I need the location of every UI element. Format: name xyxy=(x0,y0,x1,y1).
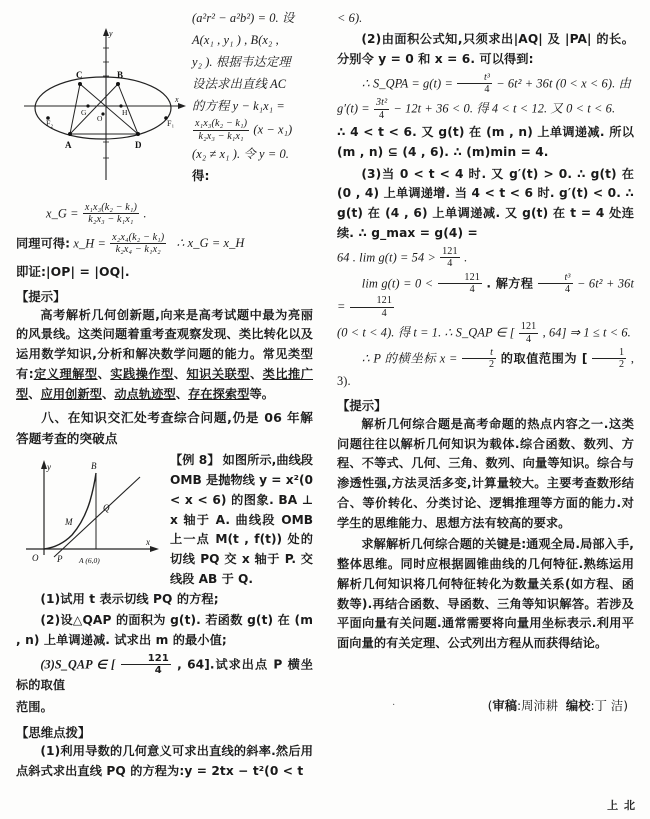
credit-close-paren: ) xyxy=(623,698,628,713)
deriv-prefix: g′(t) = xyxy=(337,101,370,116)
deriv-numerator: 3t² xyxy=(375,97,388,109)
xh-fraction xyxy=(110,232,166,256)
example-tag: 【例 8】 xyxy=(170,453,220,468)
xg-formula xyxy=(46,202,313,226)
final-left-denominator: 2 xyxy=(462,358,496,370)
formula-get-label: 得: xyxy=(192,168,210,184)
editor-label: 编校 xyxy=(565,698,591,713)
equation-left-fraction xyxy=(538,272,573,296)
svg-text:C: C xyxy=(76,70,83,80)
formula-line-6: (x₂ ≠ x₁ ). 令 y = 0. xyxy=(192,147,289,162)
xg-fraction xyxy=(83,202,139,226)
svg-text:y: y xyxy=(47,462,51,473)
derivative-formula xyxy=(337,97,634,121)
thinking-tag: 【思维点拨】 xyxy=(16,724,91,740)
example-8-block xyxy=(16,451,313,589)
right-hint-tag: 【提示】 xyxy=(337,397,387,413)
equation-right-denominator: 4 xyxy=(350,307,394,319)
page-corner-mark: 上 北 xyxy=(607,799,636,812)
credit-open-paren: ( xyxy=(487,698,493,713)
svg-text:A (6,0): A (6,0) xyxy=(79,556,100,566)
equation-left-denominator: 4 xyxy=(538,283,573,295)
final-right-denominator: 2 xyxy=(592,358,626,370)
svg-text:F₂: F₂ xyxy=(46,119,54,128)
solve-prefix: (0 < t < 4). 得 t = 1. ∴ S_QAP ∈ [ xyxy=(337,325,515,340)
question-1: (1)试用 t 表示切线 PQ 的方程; xyxy=(40,591,219,606)
svg-text:O: O xyxy=(32,553,39,564)
continuation-line: < 6). xyxy=(337,11,363,25)
formula-frac-line xyxy=(192,118,313,142)
svg-text:Q: Q xyxy=(103,503,110,514)
formula-frac-tail: (x − x₁) xyxy=(253,122,293,137)
example-body: 如图所示,曲线段 OMB 是抛物线 y = x²(0 < x < 6) 的图象. BA ⊥ x 轴于 A. 曲线段 OMB 上一点 M(t , f(t)) 处的切线 PQ 交 x 轴于 P. 交线段 AB 于 Q. xyxy=(170,453,313,586)
parabola-figure xyxy=(16,451,166,580)
parabola-svg xyxy=(16,455,166,575)
svg-text:D: D xyxy=(135,140,142,150)
credit-line: (审稿:周沛耕 编校:丁 洁) xyxy=(487,698,628,713)
limit-2-denominator: 4 xyxy=(438,283,482,295)
solve-tail: , 64] ⇒ 1 ≤ t < 6. xyxy=(542,325,631,340)
svg-text:B: B xyxy=(117,70,124,80)
ac-slope-fraction xyxy=(193,118,249,142)
svg-text:B: B xyxy=(91,461,97,472)
question-3-prefix: (3)S_QAP ∈ [ xyxy=(40,657,116,672)
final-answer-line xyxy=(337,347,634,391)
part3-intro: (3)当 0 < t < 4 时. 又 g′(t) > 0. ∴ g(t) 在 (0 , 4) 上单调递增. 当 4 < t < 6 时. g′(t) < 0. ∴ g(t) 在 (4 , 6) 上单调递减. 又 g(t) 在 t = 4 处连续. ∴ g_max = g(4) = xyxy=(337,166,634,241)
svg-text:H: H xyxy=(122,108,128,117)
limit-1-denominator: 4 xyxy=(440,257,460,269)
reviewer-name: 周沛耕 xyxy=(521,698,559,713)
area-fraction xyxy=(457,72,492,96)
xh-prefix: 同理可得: xyxy=(16,236,71,251)
ac-slope-numerator: x₁x₃(k₂ − k₁) xyxy=(195,118,248,130)
hint-type-4: 应用创新型 xyxy=(40,386,103,401)
area-denominator: 4 xyxy=(457,83,492,95)
ac-slope-denominator: k₂x₃ − k₁x₁ xyxy=(193,130,249,142)
reviewer-label: 审稿 xyxy=(492,698,518,713)
xg-label: x_G = xyxy=(46,206,79,221)
equation-right-fraction xyxy=(350,295,394,319)
final-right-numerator: 1 xyxy=(618,346,625,358)
question-3-fraction xyxy=(121,653,171,676)
hint-type-0: 定义理解型 xyxy=(33,366,98,381)
svg-text:A: A xyxy=(65,140,72,150)
question-3-numerator: 121 xyxy=(147,652,169,664)
left-hint-tag: 【提示】 xyxy=(16,288,66,304)
limit-2-mid: . 解方程 xyxy=(486,276,534,291)
limit-line-2 xyxy=(337,272,634,320)
ellipse-svg xyxy=(18,22,188,187)
svg-text:G: G xyxy=(81,108,87,117)
hint-type-1: 实践操作型 xyxy=(110,366,174,381)
part2-intro: (2)由面积公式知,只须求出|AQ| 及 |PA| 的长。分别令 y = 0 和 x = 6. 可以得到: xyxy=(337,32,634,66)
hint-types-tail: 等。 xyxy=(249,386,275,401)
stray-scan-mark: · xyxy=(392,700,396,711)
formula-line-4 xyxy=(192,74,313,94)
editor-name: 丁 洁 xyxy=(594,698,624,713)
formula-line-1: (a²r² − a²b²) = 0. 设 xyxy=(192,11,295,25)
deriv-denominator: 4 xyxy=(374,109,389,121)
formula-line-3 xyxy=(192,52,313,72)
right-hint-paragraph-2: 求解解析几何综合题的关键是:通观全局.局部入手,整体思维。同时应根据圆锥曲线的几何特征.熟练运用解析几何知识将几何特征转化为数量关系(如方程、函数等).再结合函数、导函数、三角等知识解答。若涉及平面向量有关问题.通常需要将向量用坐标表示.利用平面向量的有关定理、公式列出方程从而获得结论。 xyxy=(337,537,634,651)
svg-text:M: M xyxy=(65,517,73,528)
hint-type-3: 类比推广型 xyxy=(16,366,314,401)
xh-formula xyxy=(16,232,313,256)
section-heading: 八、在知识交汇处考查综合问题,仍是 06 年解答题考查的突破点 xyxy=(16,410,313,446)
ellipse-figure-block xyxy=(16,8,313,198)
hint-type-6: 存在探索型 xyxy=(188,386,250,401)
svg-text:O: O xyxy=(97,114,103,123)
example-8-text xyxy=(170,451,313,589)
limit-1-fraction xyxy=(440,246,460,270)
svg-text:x: x xyxy=(175,95,179,104)
equation-left-numerator: t³ xyxy=(564,271,571,283)
formula-line-5-math: 的方程 y − k₁x₁ = xyxy=(192,99,285,114)
right-hint-paragraph-1: 解析几何综合题是高考命题的热点内容之一.这类问题往往以解析几何知识为载体.综合函数、数列、方程、不等式、几何、三角、数列、向量等知识。综合与渗透性强,方法灵活多变,计算量较大。主要考查数形结合、等价转化、分类讨论、逻辑推理等方面的能力.对学生的思维能力、思想方法有较高的要求。 xyxy=(337,416,634,530)
final-prefix: ∴ P 的横坐标 x = xyxy=(361,351,458,366)
xh-numerator: x₂x₄(k₂ − k₁) xyxy=(112,231,165,243)
formula-line-5 xyxy=(192,96,313,116)
area-formula xyxy=(337,72,634,96)
area-mid: − 6t² + 36t (0 < x < 6). 由 xyxy=(496,76,631,91)
limit-2-numerator: 121 xyxy=(464,271,480,283)
left-hint-paragraph: 高考解析几何创新题,向来是高考试题中最为亮丽的风景线。这类问题着重考查观察发现、类比转化以及运用数学知识,分析和解决数学问题的能力。常见类型有:定义理解型、实践操作型、知识关联型、类比推广型、应用创新型、动点轨迹型、存在探索型等。 xyxy=(16,307,314,401)
question-3 xyxy=(16,653,313,696)
formula-line-3-math: y₂ ). 根据韦达定理 xyxy=(192,55,291,70)
xg-numerator: x₁x₃(k₂ − k₁) xyxy=(84,202,137,213)
question-3-denominator: 4 xyxy=(121,664,171,676)
solve-denominator: 4 xyxy=(519,333,539,345)
formula-line-2: A(x₁ , y₁ ) , B(x₂ , xyxy=(192,33,279,48)
deriv-fraction xyxy=(374,97,389,121)
equation-right-numerator: 121 xyxy=(376,295,393,307)
formula-line-4-math: 设法求出直线 AC xyxy=(192,77,287,92)
proof-line: 即证:|OP| = |OQ|. xyxy=(16,263,130,279)
solve-line xyxy=(337,321,634,345)
area-numerator: t³ xyxy=(483,71,491,83)
final-left-numerator: t xyxy=(490,346,493,358)
thinking-text: (1)利用导数的几何意义可求出直线的斜率.然后用点斜式求出直线 PQ 的方程为:y = 2tx − t²(0 < t xyxy=(16,743,313,778)
limit-2-fraction xyxy=(438,272,482,296)
xh-label: x_H = xyxy=(73,236,106,251)
solve-fraction xyxy=(519,321,539,345)
final-left-fraction xyxy=(462,347,496,371)
svg-text:F₁: F₁ xyxy=(167,119,175,128)
question-3-tail: 范围。 xyxy=(16,700,53,715)
ellipse-figure xyxy=(18,18,188,192)
deriv-mid: − 12t + 36 < 0. 得 4 < t < 12. 又 0 < t < 6. xyxy=(393,101,616,116)
svg-text:P: P xyxy=(57,554,63,565)
final-right-fraction xyxy=(592,347,626,371)
xh-denominator: k₂x₄ − k₁x₂ xyxy=(110,243,166,255)
limit-2-prefix: lim g(t) = 0 < xyxy=(361,276,434,291)
final-tail: , 3). xyxy=(337,351,635,388)
hint-type-5: 动点轨迹型 xyxy=(114,386,176,401)
area-prefix: ∴ S_QPA = g(t) = xyxy=(361,76,453,91)
xh-conclusion: ∴ x_G = x_H xyxy=(176,236,245,251)
limit-1-numerator: 121 xyxy=(442,245,458,257)
question-3-mid: , 64].试求出点 P 横坐标的取值 xyxy=(16,657,314,693)
final-mid: 的取值范围为 [ xyxy=(500,351,588,366)
solve-numerator: 121 xyxy=(520,321,537,333)
question-2: (2)设△QAP 的面积为 g(t). 若函数 g(t) 在 (m , n) 上单调递减. 试求出 m 的最小值; xyxy=(16,613,313,648)
derivative-conclusion: ∴ 4 < t < 6. 又 g(t) 在 (m , n) 上单调递减. 所以 (m , n) ⊆ (4 , 6). ∴ (m)min = 4. xyxy=(337,125,634,159)
limit-1-tail: . xyxy=(463,250,468,265)
equation-mid: − 6t² + 36t = xyxy=(337,276,635,314)
limit-1-prefix: 64 . lim g(t) = 54 > xyxy=(337,250,436,265)
hint-type-2: 知识关联型 xyxy=(186,366,250,381)
xg-period: . xyxy=(143,206,147,221)
right-column xyxy=(325,0,650,819)
svg-text:x: x xyxy=(146,537,150,548)
svg-text:y: y xyxy=(109,29,113,38)
top-formula-text xyxy=(192,8,313,188)
left-hint-paragraph-text: 高考解析几何创新题,向来是高考试题中最为亮丽的风景线。这类问题着重考查观察发现、类比转化以及运用数学知识,分析和解决数学问题的能力。常见类型有: xyxy=(16,307,313,381)
xg-denominator: k₂x₃ − k₁x₁ xyxy=(83,213,139,225)
limit-line-1 xyxy=(337,246,634,270)
